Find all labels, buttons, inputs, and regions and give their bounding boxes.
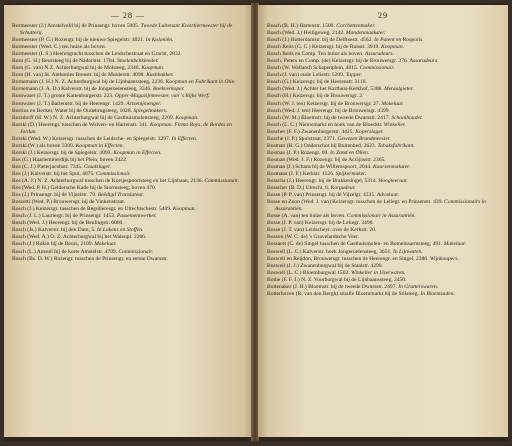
entry-occupation: In Bloemzaden. bbox=[420, 290, 455, 297]
entry-name-address: Bosche (J. P.) Spuistraat, 2371. bbox=[267, 135, 338, 142]
entry-name-address: Bos (Wed. P. H.) Geldersche Kade bij de Stormsteeg, boven 470. bbox=[12, 185, 157, 192]
entry-name-address: Bosch, Peters en Comp. (de) Keizersgr. bij de Brouwersgr. 376. bbox=[267, 58, 410, 65]
directory-entry bbox=[12, 23, 246, 37]
entry-name-address: Bosch (W. M.) Bloemstr. bij de tweede Dwarsstr. 2417. bbox=[267, 114, 392, 121]
entry-name-address: Boswell (J. J.) Zwanenburgwal bij de Staalstr. 4290. bbox=[267, 262, 383, 269]
entry-name-address: Bosch (Wed. J.) Heerengr. bij de Beulingstr. 6060. bbox=[12, 220, 124, 227]
entry-name-address: Bosch (Wed. J. ten) Heerengr. bij de Brouwersgr. 4399. bbox=[267, 107, 390, 114]
entry-occupation: Kashbakker. bbox=[146, 72, 174, 79]
entry-name-address: Borski (D.) Heerengr. tusschen de Wolven- en Hartenstr. 341. bbox=[12, 121, 150, 128]
directory-entry bbox=[12, 157, 246, 164]
entry-name-address: Botterhoven (R. van den Bergh) smalle Bloemmarkt bij de Stilsteeg. bbox=[267, 290, 421, 297]
entry-occupation: Assuradeurs. bbox=[364, 51, 394, 58]
entry-name-address: Borrius en Becker, Water bij de Oudebrugsteeg, 1028. bbox=[12, 107, 134, 114]
entry-name-address: Bothe (F. F. J.) N. Z. Voorburgwal bij de Lijnbaanssteeg, 2450. bbox=[267, 276, 407, 283]
entry-name-address: Bormeester (Wed. C.) ten huize als boven. bbox=[12, 44, 106, 51]
entry-occupation: Commissionair in Assurantiën. bbox=[346, 213, 416, 220]
entry-occupation: Winkelier in IJzerwaren. bbox=[351, 269, 406, 276]
entry-occupation: Assuradeurs. bbox=[409, 58, 439, 65]
entry-name-address: Bosscha (J.) Heerengr. bij de Brakkesingel, 5314. bbox=[267, 178, 379, 185]
entry-occupation: In Lijnwaten. bbox=[393, 248, 423, 255]
entry-name-address: Bornwater (J. T.) Bartentstr. bij de Heerengr. 1429. bbox=[12, 100, 127, 107]
directory-entry bbox=[12, 136, 246, 143]
entry-name-address: Bornwater (J. T.) groote Kattenburgerstr. 223. bbox=[12, 93, 115, 100]
entry-name-address: Bos (J.) Kalverstr. bij het Spui, 4075. bbox=[12, 170, 96, 177]
entry-occupation: In Koloniën. bbox=[145, 37, 174, 44]
entry-occupation: Artsenijmenger. bbox=[126, 100, 162, 107]
entry-name-address: Bosch Reits en Comp. Ten huize als boven. bbox=[267, 51, 365, 58]
entry-name-address: Bosse en Zoon (Wed. J. van) Keizersgr. tusschen de Leliegr. en Prinsenstr. 439. bbox=[267, 199, 445, 206]
entry-name-address: Bosch (W. J. ten) Keizersgr. bij de Brouwersgr. 27. bbox=[267, 100, 382, 107]
entry-name-address: Bosman (Wed. J. F.) Rozengr. bij de Accijnsstr. 2365. bbox=[267, 156, 386, 163]
directory-entry bbox=[12, 150, 246, 157]
entry-occupation: In Zand en Olien. bbox=[330, 149, 370, 156]
entry-name-address: Bosch (G.) Keizersgr. bij de Heerenstr. 3116. bbox=[267, 79, 367, 86]
entry-name-address: Bosmans (J. F.) Kerkstr. 1526. bbox=[267, 170, 336, 177]
entry-name-address: Bosch (Wed. J.) Heiligeweg, 2142. bbox=[267, 30, 346, 37]
entry-name-address: Bosse (P. P. van) Prinsengr. bij de Vijzelgr. 4335. bbox=[267, 192, 377, 199]
entry-name-address: Bos (J.) Prinsengr. bij de Vijzelstr. 79. bbox=[12, 192, 98, 199]
directory-entry bbox=[12, 164, 246, 171]
entry-occupation: Koopman. bbox=[175, 114, 199, 121]
entry-occupation: Commissionair. bbox=[118, 248, 154, 255]
entry-name-address: Bosman (H. G.) Onderschot bij Buitenbed, 2623. bbox=[267, 142, 378, 149]
entry-name-address: Boscetti (Wed. P.) Brouwersgr. bij de Vinkenstraat. bbox=[12, 199, 126, 206]
entry-name-address: Bosch (J.) Rokin bij de Beurs, 2109. bbox=[12, 241, 95, 248]
entry-name-address: Bosson (W. C. de) 's Gravelandsche Veer. bbox=[267, 234, 360, 241]
entry-name-address: Bosch (J. van) oude Leliestr. 5209. bbox=[267, 72, 346, 79]
directory-entry bbox=[267, 241, 501, 248]
entry-name-address: Born (G. H.) Beursteeg bij de Nadorstst. 1704. bbox=[12, 58, 118, 65]
directory-entry bbox=[12, 108, 246, 115]
entry-occupation: Winkelier. bbox=[383, 121, 406, 128]
directory-entry bbox=[12, 115, 246, 122]
entry-occupation: In Effecten. bbox=[171, 135, 198, 142]
entry-name-address: Bosch (Wed. A.) O. Z. Achterburgwal bij het Walenpl. 2286. bbox=[12, 234, 147, 241]
directory-entry bbox=[267, 284, 501, 291]
directory-entry bbox=[267, 249, 501, 256]
entry-occupation: Koopman. bbox=[172, 206, 196, 213]
entry-name-address: Borski (J.) Keizersgr. bij de Spiegelstr. 4093. bbox=[12, 149, 114, 156]
directory-entries-right bbox=[267, 23, 501, 298]
entry-occupation: Gewezen Brandmeester. bbox=[337, 135, 391, 142]
directory-entry bbox=[267, 157, 501, 164]
directory-entry bbox=[12, 143, 246, 150]
entry-occupation: Mandenmaakster. bbox=[345, 30, 386, 37]
entry-occupation: Beëdigd Translateur. bbox=[97, 192, 144, 199]
entry-name-address: Borzdorff (H. W.) N. Z. Achterburgwal bij de Gasthuismolensteeg, 2209. bbox=[12, 114, 176, 121]
entry-occupation: Korgadeur. bbox=[330, 185, 356, 192]
directory-entry bbox=[267, 108, 501, 115]
directory-entry bbox=[267, 93, 501, 100]
directory-entry bbox=[267, 136, 501, 143]
entry-name-address: Bormeester (J.) Amstelveld bij de Prinsengr. boven 5005. bbox=[12, 23, 141, 29]
entry-occupation: Makelaar. bbox=[443, 241, 467, 248]
entry-occupation: Tabaksfabrikant. bbox=[377, 142, 415, 149]
entry-name-address: Bosman (J.) Schans bij de Willemspoort, 2044. bbox=[267, 163, 373, 170]
entry-name-address: Bosch Reits (G. C.) Keizersgr. bij de Runstr. 3919. bbox=[267, 44, 382, 51]
entry-occupation: Stoelenbehkleeder. bbox=[117, 58, 159, 65]
entry-occupation: In Patent en Roopolis. bbox=[374, 37, 424, 44]
entry-occupation: Koopman in Effecten. bbox=[113, 149, 162, 156]
entry-occupation: Boekverkoper. bbox=[152, 86, 185, 93]
directory-entries-left bbox=[12, 23, 246, 263]
entry-occupation: Commissionairs in Assurantiën. bbox=[275, 199, 486, 213]
entry-name-address: Borski (W.) als boven 3309. bbox=[12, 142, 76, 149]
entry-name-address: Bosch (Wed. J.) Achter het Karthuis-Kerkhof, 5308. bbox=[267, 86, 385, 93]
entry-occupation: Koopman en Fabrikant in Olie. bbox=[165, 79, 236, 86]
entry-occupation: Tapper. bbox=[345, 72, 363, 79]
entry-name-address: Bosscher (B. D.) Utrecht, 6. bbox=[267, 185, 331, 192]
entry-occupation: In Lakens en Stoffen. bbox=[96, 227, 144, 234]
entry-occupation: Corchettenmaker. bbox=[336, 23, 376, 29]
entry-name-address: Bosch (L.) Amstel bij de korte Amstelstr. 4709. bbox=[12, 248, 119, 255]
entry-occupation: Spiegelmakers. bbox=[133, 107, 168, 114]
entry-name-address: Boswell (L. C.) Bloemburgwal 1502. bbox=[267, 269, 352, 276]
entry-name-address: Born (G. van) N.Z. Achterburgwal bij de Molsteeg, 2346. bbox=[12, 65, 142, 72]
directory-entry bbox=[267, 115, 501, 122]
directory-entry bbox=[12, 171, 246, 178]
entry-occupation: Koperslager. bbox=[355, 128, 384, 135]
entry-name-address: Bossaert (C. de) Singel tusschen de Gasthuismolen- en Romeinsarmsteeg, 491. bbox=[267, 241, 444, 248]
directory-entry bbox=[12, 249, 246, 256]
entry-name-address: Bosse (A. van) ten huize als boven. bbox=[267, 213, 347, 220]
entry-name-address: Bosch (Bs. D. W.) Rozengr. tusschen de Prinsengr. en eerste Dwarsstr. bbox=[12, 255, 168, 262]
entry-occupation: Schoolhouder. bbox=[391, 114, 423, 121]
directory-entry bbox=[12, 101, 246, 108]
directory-entry bbox=[12, 256, 246, 263]
directory-entry bbox=[267, 129, 501, 136]
directory-entry bbox=[267, 44, 501, 51]
right-page bbox=[258, 5, 508, 437]
directory-entry bbox=[12, 122, 246, 136]
entry-occupation: Kaarsenmakster. bbox=[372, 163, 411, 170]
directory-entry bbox=[267, 23, 501, 30]
entry-occupation: Koopman in Effecten. bbox=[75, 142, 124, 149]
directory-entry bbox=[12, 93, 246, 100]
directory-entry bbox=[12, 241, 246, 248]
entry-name-address: Bos (G.) Haarlemmerdijk bij het Plein, boven 2422. bbox=[12, 156, 128, 163]
directory-entry bbox=[267, 263, 501, 270]
entry-occupation: Hoogleeraar. bbox=[378, 178, 408, 185]
entry-name-address: Bos (C. J.) Pieterjacobstr. 7345. bbox=[12, 163, 84, 170]
entry-name-address: Bosch (J.) Keizersgr. tusschen de Regulieresgr. en Utrechtschestr. 5409. bbox=[12, 206, 173, 213]
entry-name-address: Borski (Wed. W.) Keizersgr. tusschen de Leidsche- en Spiegelstr. 3297. bbox=[12, 135, 172, 142]
entry-occupation: Commissionair. bbox=[95, 170, 131, 177]
entry-name-address: Bos (A. J.) N. Z. Achterburgwal tusschen de Korsjespoortsteeg en het Lijnbaan, 2136. bbox=[12, 178, 205, 185]
entry-name-address: Bosch (L. C.) Nieuwmarkt en hoek van de Bloedstr. bbox=[267, 121, 384, 128]
entry-name-address: Boswell (L. C.) Kalverstr. hoek Jongeroelensteeg, 3651. bbox=[267, 248, 394, 255]
left-page bbox=[4, 5, 252, 437]
directory-entry bbox=[267, 277, 501, 284]
directory-entry bbox=[267, 270, 501, 277]
entry-occupation: Koopman. bbox=[141, 65, 165, 72]
page-number-right: 29 bbox=[378, 11, 388, 20]
directory-entry bbox=[267, 171, 501, 178]
entry-occupation: Goudslager. bbox=[83, 163, 111, 170]
entry-name-address: Boscher (F. F.) Zwanenburgerstr. 4425. bbox=[267, 128, 356, 135]
entry-name-address: Bosch (J.) Rotterdamstr. bij de Delftsestr. 4562. bbox=[267, 37, 375, 44]
directory-entry bbox=[267, 164, 501, 171]
directory-entry bbox=[267, 291, 501, 298]
entry-name-address: Bornemann (J. H.) N. Z. Achterburgwal bij de Lijnbaanssteeg, 2236. bbox=[12, 79, 166, 86]
entry-occupation: Commissionair. bbox=[359, 65, 395, 72]
entry-occupation: Makelaar. bbox=[381, 100, 404, 107]
entry-occupation: Spijkermaker. bbox=[335, 170, 367, 177]
entry-occupation: In Grutterswaren. bbox=[398, 283, 439, 290]
directory-entry bbox=[267, 256, 501, 263]
entry-name-address: Bornemann (J. A. D.) Kalverstr. bij de Jongeroelensteeg, 3346. bbox=[12, 86, 153, 93]
entry-occupation: Koopman. bbox=[381, 44, 404, 51]
entry-occupation: Makelaar. bbox=[94, 241, 117, 248]
entry-occupation: Opper-Magazijnmeester, van 's Rijks Werf. bbox=[114, 93, 210, 100]
entry-name-address: Boswell en Reijdon, Brouwersgr. tusschen de Heerengr. en Singel, 2388. bbox=[267, 255, 430, 262]
entry-name-address: Bosch (B. H.) Hartenstr. 1500. bbox=[267, 23, 337, 29]
entry-name-address: Bosman (J. P.) Rozengr. 69. bbox=[267, 149, 331, 156]
entry-name-address: Bosse (J. T. van) Leidscheyr. over de Kerkstr. 20. bbox=[267, 227, 377, 234]
entry-occupation: Advokaat. bbox=[376, 192, 400, 199]
open-book bbox=[4, 3, 508, 441]
entry-name-address: Bormeester (P. G.) Rozengr. bij de nieuwe Spiegelstr. 4021. bbox=[12, 37, 146, 44]
entry-name-address: Bosch (J. L.) Lauriergr. bij de Prinsengr. 1453. bbox=[12, 213, 117, 220]
entry-occupation: Wijnkoopers. bbox=[429, 255, 459, 262]
directory-entry bbox=[267, 150, 501, 157]
entry-occupation: Tweede Luitenant Kwartiermeester bij de Schutterij. bbox=[20, 23, 233, 37]
entry-name-address: Bosch (Js.) Kalverstr. bij den Dam, 5. bbox=[12, 227, 97, 234]
directory-entry bbox=[267, 101, 501, 108]
entry-name-address: Born (H. van) St. Anthonies Breestr. bij de Muiderstr. 4098. bbox=[12, 72, 147, 79]
entry-name-address: Bottenaker (J. H.) Bloemstr. bij de tweede Dwarsstr. 2497. bbox=[267, 283, 399, 290]
entry-occupation: Commissionair. bbox=[204, 178, 239, 185]
entry-name-address: Bosch (H.) Keizersgr. bij de Brouwersgr. 2. bbox=[267, 93, 364, 100]
directory-entry bbox=[267, 122, 501, 129]
entry-name-address: Bosch (W. Walland) Schapenplein, 4015. bbox=[267, 65, 360, 72]
entry-occupation: Passementwerker. bbox=[116, 213, 157, 220]
entry-name-address: Bosse (J. P. van) Keizersgr. bij de Leliegr. 3490. bbox=[267, 220, 374, 227]
entry-occupation: Koopman. Firma Boys, de Bordes en Jordan. bbox=[20, 121, 232, 135]
directory-entry bbox=[267, 143, 501, 150]
entry-name-address: Bormeester (I. S.) Heerengracht tusschen de Leidschestraat en Gracht, 2832. bbox=[12, 51, 182, 58]
entry-occupation: Metaalgieter. bbox=[384, 86, 414, 93]
directory-entry bbox=[267, 199, 501, 213]
page-number-left: — 28 — bbox=[111, 11, 145, 20]
